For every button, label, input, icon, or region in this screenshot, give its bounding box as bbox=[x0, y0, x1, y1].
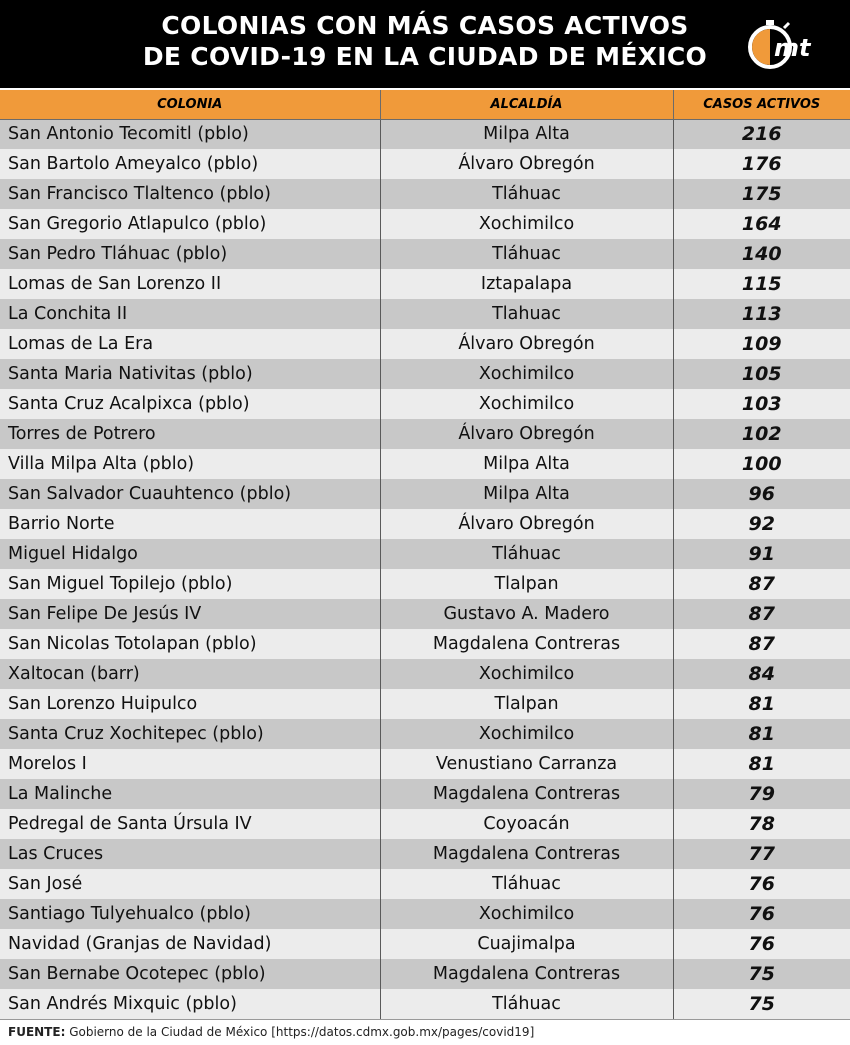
table-row bbox=[0, 359, 850, 389]
logo-text: mt bbox=[774, 34, 811, 62]
cell-alcaldia: Gustavo A. Madero bbox=[380, 599, 673, 629]
cell-colonia: San Nicolas Totolapan (pblo) bbox=[0, 629, 380, 659]
cell-casos-activos: 81 bbox=[673, 719, 850, 749]
cell-colonia: Pedregal de Santa Úrsula IV bbox=[0, 809, 380, 839]
cell-alcaldia: Xochimilco bbox=[380, 659, 673, 689]
table-row bbox=[0, 449, 850, 479]
table-header-row bbox=[0, 90, 850, 119]
cell-colonia: Miguel Hidalgo bbox=[0, 539, 380, 569]
table-row bbox=[0, 269, 850, 299]
cell-alcaldia: Tláhuac bbox=[380, 989, 673, 1019]
cell-alcaldia: Coyoacán bbox=[380, 809, 673, 839]
title-line-2: DE COVID-19 EN LA CIUDAD DE MÉXICO bbox=[142, 42, 708, 71]
table-row bbox=[0, 419, 850, 449]
column-header-colonia: COLONIA bbox=[0, 90, 380, 119]
table-row bbox=[0, 719, 850, 749]
cell-casos-activos: 105 bbox=[673, 359, 850, 389]
table-row bbox=[0, 179, 850, 209]
cell-colonia: San Gregorio Atlapulco (pblo) bbox=[0, 209, 380, 239]
table-body bbox=[0, 119, 850, 1019]
cell-alcaldia: Tláhuac bbox=[380, 539, 673, 569]
cell-colonia: Santa Maria Nativitas (pblo) bbox=[0, 359, 380, 389]
mt-logo bbox=[744, 14, 824, 74]
cell-casos-activos: 216 bbox=[673, 119, 850, 149]
cell-casos-activos: 91 bbox=[673, 539, 850, 569]
cell-colonia: San Salvador Cuauhtenco (pblo) bbox=[0, 479, 380, 509]
table-row bbox=[0, 779, 850, 809]
cell-casos-activos: 92 bbox=[673, 509, 850, 539]
cell-alcaldia: Magdalena Contreras bbox=[380, 779, 673, 809]
cell-casos-activos: 78 bbox=[673, 809, 850, 839]
cell-alcaldia: Xochimilco bbox=[380, 359, 673, 389]
cell-casos-activos: 103 bbox=[673, 389, 850, 419]
cell-casos-activos: 87 bbox=[673, 569, 850, 599]
cell-alcaldia: Magdalena Contreras bbox=[380, 839, 673, 869]
cell-colonia: La Malinche bbox=[0, 779, 380, 809]
cases-table bbox=[0, 90, 850, 1019]
cell-colonia: Xaltocan (barr) bbox=[0, 659, 380, 689]
table-row bbox=[0, 929, 850, 959]
logo-stopwatch-button bbox=[784, 23, 789, 28]
cell-alcaldia: Iztapalapa bbox=[380, 269, 673, 299]
table-row bbox=[0, 299, 850, 329]
cell-casos-activos: 76 bbox=[673, 929, 850, 959]
cell-alcaldia: Tlalpan bbox=[380, 569, 673, 599]
cell-casos-activos: 115 bbox=[673, 269, 850, 299]
table-row bbox=[0, 539, 850, 569]
cell-casos-activos: 175 bbox=[673, 179, 850, 209]
cell-colonia: San Felipe De Jesús IV bbox=[0, 599, 380, 629]
cell-casos-activos: 109 bbox=[673, 329, 850, 359]
cell-alcaldia: Xochimilco bbox=[380, 209, 673, 239]
cell-colonia: San Bartolo Ameyalco (pblo) bbox=[0, 149, 380, 179]
cell-colonia: San Francisco Tlaltenco (pblo) bbox=[0, 179, 380, 209]
header-banner bbox=[0, 0, 850, 88]
table-row bbox=[0, 239, 850, 269]
cell-colonia: San Antonio Tecomitl (pblo) bbox=[0, 119, 380, 149]
cell-colonia: San Bernabe Ocotepec (pblo) bbox=[0, 959, 380, 989]
cell-colonia: Morelos I bbox=[0, 749, 380, 779]
cell-colonia: Santa Cruz Acalpixca (pblo) bbox=[0, 389, 380, 419]
cell-colonia: Santa Cruz Xochitepec (pblo) bbox=[0, 719, 380, 749]
table-row bbox=[0, 329, 850, 359]
cell-alcaldia: Magdalena Contreras bbox=[380, 959, 673, 989]
cell-casos-activos: 87 bbox=[673, 599, 850, 629]
cell-alcaldia: Álvaro Obregón bbox=[380, 149, 673, 179]
table-row bbox=[0, 629, 850, 659]
cell-colonia: San Miguel Topilejo (pblo) bbox=[0, 569, 380, 599]
table-row bbox=[0, 839, 850, 869]
cell-colonia: Lomas de La Era bbox=[0, 329, 380, 359]
cell-alcaldia: Tláhuac bbox=[380, 869, 673, 899]
cell-casos-activos: 164 bbox=[673, 209, 850, 239]
cell-alcaldia: Milpa Alta bbox=[380, 479, 673, 509]
cell-colonia: Santiago Tulyehualco (pblo) bbox=[0, 899, 380, 929]
cell-alcaldia: Tlahuac bbox=[380, 299, 673, 329]
cell-casos-activos: 100 bbox=[673, 449, 850, 479]
cell-alcaldia: Xochimilco bbox=[380, 719, 673, 749]
cell-casos-activos: 79 bbox=[673, 779, 850, 809]
table-row bbox=[0, 569, 850, 599]
table-row bbox=[0, 599, 850, 629]
cell-alcaldia: Tlalpan bbox=[380, 689, 673, 719]
source-label: FUENTE: bbox=[8, 1025, 66, 1039]
cell-colonia: Villa Milpa Alta (pblo) bbox=[0, 449, 380, 479]
cell-casos-activos: 77 bbox=[673, 839, 850, 869]
cell-casos-activos: 87 bbox=[673, 629, 850, 659]
cell-colonia: San Pedro Tláhuac (pblo) bbox=[0, 239, 380, 269]
cell-casos-activos: 140 bbox=[673, 239, 850, 269]
cell-alcaldia: Magdalena Contreras bbox=[380, 629, 673, 659]
cell-casos-activos: 81 bbox=[673, 689, 850, 719]
cell-colonia: San Lorenzo Huipulco bbox=[0, 689, 380, 719]
cell-alcaldia: Xochimilco bbox=[380, 389, 673, 419]
table-row bbox=[0, 509, 850, 539]
cell-alcaldia: Venustiano Carranza bbox=[380, 749, 673, 779]
source-footer bbox=[0, 1019, 850, 1045]
cell-colonia: Las Cruces bbox=[0, 839, 380, 869]
cell-casos-activos: 113 bbox=[673, 299, 850, 329]
table-row bbox=[0, 959, 850, 989]
cell-colonia: La Conchita II bbox=[0, 299, 380, 329]
table-row bbox=[0, 149, 850, 179]
cell-casos-activos: 102 bbox=[673, 419, 850, 449]
cell-casos-activos: 75 bbox=[673, 959, 850, 989]
cell-alcaldia: Álvaro Obregón bbox=[380, 509, 673, 539]
cell-colonia: Torres de Potrero bbox=[0, 419, 380, 449]
cell-casos-activos: 75 bbox=[673, 989, 850, 1019]
table-row bbox=[0, 989, 850, 1019]
column-header-alcaldia: ALCALDÍA bbox=[380, 90, 673, 119]
logo-stopwatch-top bbox=[766, 20, 774, 25]
cell-colonia: San José bbox=[0, 869, 380, 899]
cell-alcaldia: Álvaro Obregón bbox=[380, 419, 673, 449]
table-row bbox=[0, 809, 850, 839]
table-row bbox=[0, 389, 850, 419]
column-header-casos-activos: CASOS ACTIVOS bbox=[673, 90, 850, 119]
cell-casos-activos: 76 bbox=[673, 899, 850, 929]
cell-casos-activos: 81 bbox=[673, 749, 850, 779]
table-row bbox=[0, 119, 850, 149]
table-row bbox=[0, 659, 850, 689]
cell-casos-activos: 96 bbox=[673, 479, 850, 509]
cell-casos-activos: 84 bbox=[673, 659, 850, 689]
cell-casos-activos: 176 bbox=[673, 149, 850, 179]
cell-colonia: Lomas de San Lorenzo II bbox=[0, 269, 380, 299]
cell-alcaldia: Xochimilco bbox=[380, 899, 673, 929]
cell-colonia: San Andrés Mixquic (pblo) bbox=[0, 989, 380, 1019]
table-row bbox=[0, 209, 850, 239]
table-row bbox=[0, 479, 850, 509]
cell-alcaldia: Álvaro Obregón bbox=[380, 329, 673, 359]
table-row bbox=[0, 749, 850, 779]
cell-alcaldia: Cuajimalpa bbox=[380, 929, 673, 959]
cell-alcaldia: Milpa Alta bbox=[380, 449, 673, 479]
table-row bbox=[0, 899, 850, 929]
title-line-1: COLONIAS CON MÁS CASOS ACTIVOS bbox=[161, 11, 689, 40]
page-title bbox=[0, 10, 850, 72]
table-row bbox=[0, 689, 850, 719]
cell-alcaldia: Milpa Alta bbox=[380, 119, 673, 149]
cell-alcaldia: Tláhuac bbox=[380, 179, 673, 209]
cell-colonia: Navidad (Granjas de Navidad) bbox=[0, 929, 380, 959]
source-text: Gobierno de la Ciudad de México [https://datos.cdmx.gob.mx/pages/covid19] bbox=[65, 1025, 535, 1039]
table-row bbox=[0, 869, 850, 899]
cell-colonia: Barrio Norte bbox=[0, 509, 380, 539]
cell-alcaldia: Tláhuac bbox=[380, 239, 673, 269]
cell-casos-activos: 76 bbox=[673, 869, 850, 899]
